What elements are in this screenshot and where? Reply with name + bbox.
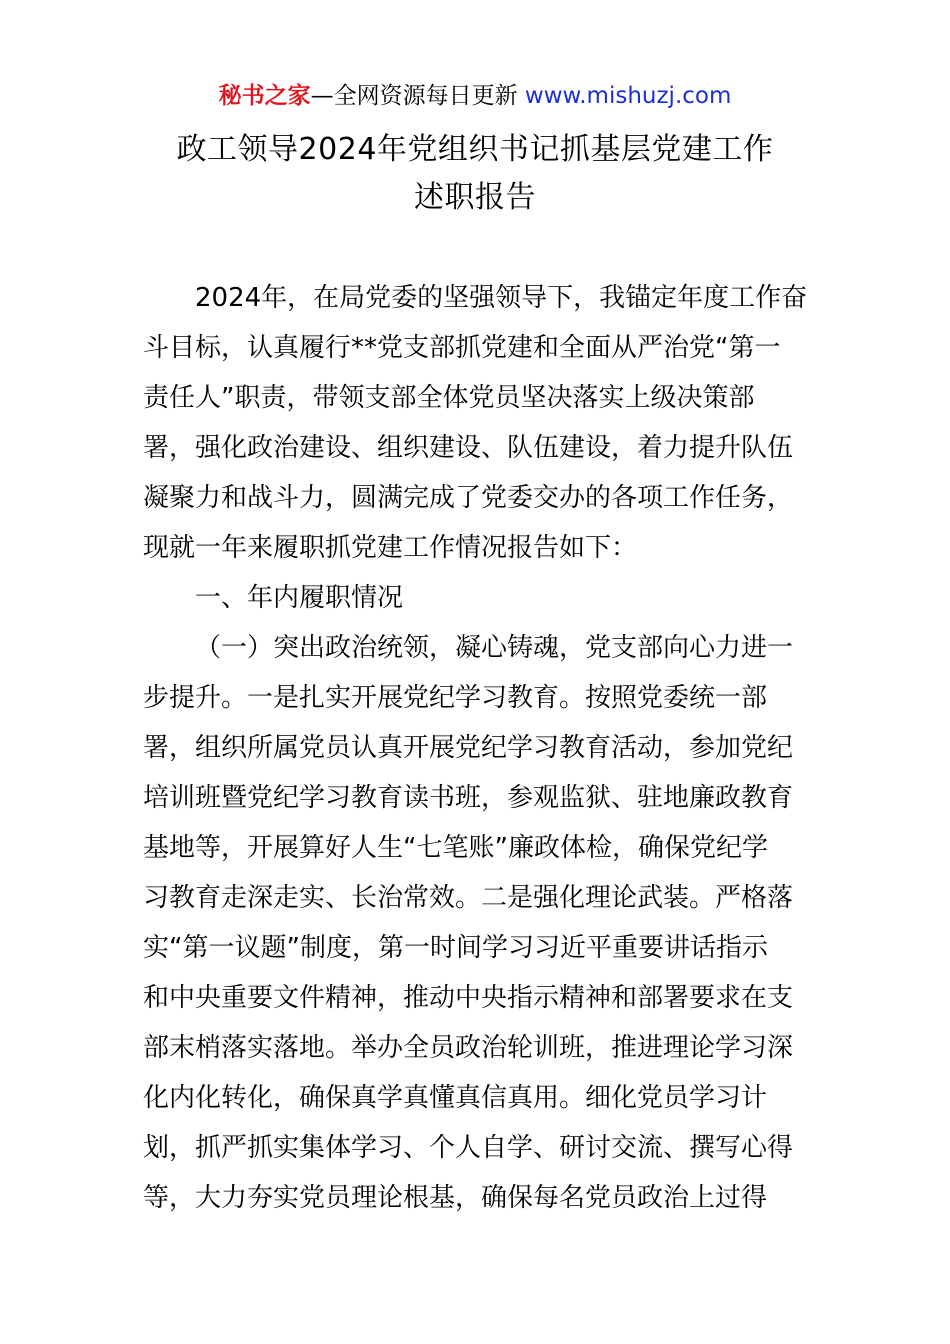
paragraph-line: 署，强化政治建设、组织建设、队伍建设，着力提升队伍	[143, 433, 794, 463]
header-tagline: —全网资源每日更新	[310, 83, 525, 109]
paragraph-line: 责任人”职责，带领支部全体党员坚决落实上级决策部	[143, 383, 755, 413]
paragraph-line: 署，组织所属党员认真开展党纪学习教育活动，参加党纪	[143, 733, 794, 763]
paragraph-line: 斗目标，认真履行**党支部抓党建和全面从严治党“第一	[143, 333, 781, 363]
paragraph-line: 和中央重要文件精神，推动中央指示精神和部署要求在支	[143, 983, 794, 1013]
paragraph-line: 2024年，在局党委的坚强领导下，我锚定年度工作奋	[195, 283, 808, 313]
paragraph-line: 培训班暨党纪学习教育读书班，参观监狱、驻地廉政教育	[143, 783, 794, 813]
document-body	[143, 273, 808, 1223]
site-url-link[interactable]: www.mishuzj.com	[524, 83, 732, 109]
document-title-line-1: 政工领导2024年党组织书记抓基层党建工作	[176, 132, 774, 167]
paragraph-line: 基地等，开展算好人生“七笔账”廉政体检，确保党纪学	[143, 833, 768, 863]
section-heading: 一、年内履职情况	[195, 583, 404, 613]
paragraph-line: 部末梢落实落地。举办全员政治轮训班，推进理论学习深	[143, 1033, 794, 1063]
paragraph-line: 化内化转化，确保真学真懂真信真用。细化党员学习计	[143, 1083, 768, 1113]
paragraph-line: 实“第一议题”制度，第一时间学习习近平重要讲话指示	[143, 933, 768, 963]
paragraph-line: 步提升。一是扎实开展党纪学习教育。按照党委统一部	[143, 683, 768, 713]
paragraph-line: （一）突出政治统领，凝心铸魂，党支部向心力进一	[195, 633, 794, 663]
paragraph-line: 习教育走深走实、长治常效。二是强化理论武装。严格落	[143, 883, 794, 913]
paragraph-line: 划，抓严抓实集体学习、个人自学、研讨交流、撰写心得	[143, 1133, 794, 1163]
paragraph-line: 现就一年来履职抓党建工作情况报告如下：	[143, 533, 638, 563]
site-header	[0, 80, 950, 112]
paragraph-line: 凝聚力和战斗力，圆满完成了党委交办的各项工作任务，	[143, 483, 794, 513]
brand-name: 秘书之家	[218, 83, 311, 109]
document-title-line-2: 述职报告	[414, 180, 536, 215]
paragraph-line: 等，大力夯实党员理论根基，确保每名党员政治上过得	[143, 1183, 768, 1213]
